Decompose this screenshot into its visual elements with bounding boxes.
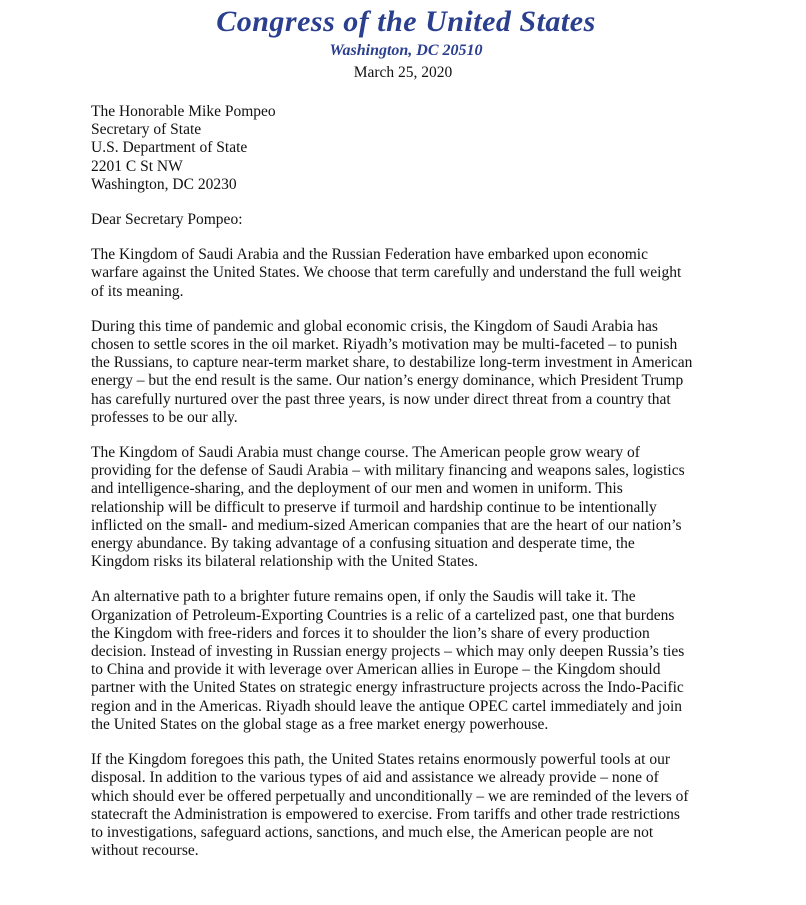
address-line: Secretary of State bbox=[91, 121, 202, 139]
address-line: Washington, DC 20230 bbox=[91, 175, 237, 193]
paragraph-line: and intelligence-sharing, and the deployment of our men and women in uniform. This bbox=[91, 480, 623, 498]
paragraph bbox=[91, 246, 731, 301]
paragraph-line: has carefully nurtured over the past three years, is now under direct threat from a country that bbox=[91, 390, 671, 408]
paragraph-line: The Kingdom of Saudi Arabia must change course. The American people grow weary of bbox=[91, 444, 640, 462]
letterhead-city: Washington, DC 20510 bbox=[329, 42, 483, 59]
paragraph-line: During this time of pandemic and global economic crisis, the Kingdom of Saudi Arabia has bbox=[91, 317, 658, 335]
paragraph-line: An alternative path to a brighter future remains open, if only the Saudis will take it. The bbox=[91, 588, 636, 606]
paragraph-line: disposal. In addition to the various types of aid and assistance we already provide – none of bbox=[91, 769, 659, 787]
paragraph-line: decision. Instead of investing in Russian energy projects – which may only deepen Russia’s ties bbox=[91, 643, 685, 661]
paragraph-line: energy – but the end result is the same. Our nation’s energy dominance, which President Trump bbox=[91, 372, 684, 390]
paragraph-line: The Kingdom of Saudi Arabia and the Russian Federation have embarked upon economic bbox=[91, 246, 648, 264]
letter-body bbox=[91, 103, 731, 860]
paragraph-line: chosen to settle scores in the oil market. Riyadh’s motivation may be multi-faceted – to punish bbox=[91, 336, 678, 354]
paragraph bbox=[91, 588, 731, 734]
paragraph-line: without recourse. bbox=[91, 842, 199, 860]
address-line: U.S. Department of State bbox=[91, 139, 248, 157]
paragraph-line: relationship will be difficult to preserve if turmoil and hardship continue to be intentionally bbox=[91, 498, 657, 516]
paragraph-line: statecraft the Administration is empowered to exercise. From tariffs and other trade restrictions bbox=[91, 805, 680, 823]
paragraph-line: the Russians, to capture near-term market share, to destabilize long-term investment in American bbox=[91, 354, 693, 372]
address-line: 2201 C St NW bbox=[91, 157, 183, 175]
paragraph-line: warfare against the United States. We choose that term carefully and understand the full weight bbox=[91, 264, 682, 282]
paragraph-line: of its meaning. bbox=[91, 282, 184, 300]
address-line: The Honorable Mike Pompeo bbox=[91, 103, 276, 120]
paragraph bbox=[91, 318, 731, 427]
paragraph-line: energy abundance. By taking advantage of a confusing situation and desperate time, the bbox=[91, 535, 635, 553]
letterhead bbox=[0, 4, 806, 83]
paragraph-line: professes to be our ally. bbox=[91, 408, 238, 426]
paragraph bbox=[91, 444, 731, 571]
paragraph-line: the Kingdom with free-riders and forces it to shoulder the lion’s share of every production bbox=[91, 624, 650, 642]
paragraph-line: to investigations, safeguard actions, sanctions, and much else, the American people are not bbox=[91, 823, 654, 841]
letter-date: March 25, 2020 bbox=[353, 64, 453, 81]
recipient-address bbox=[91, 103, 731, 194]
paragraph-line: Organization of Petroleum-Exporting Countries is a relic of a cartelized past, one that burdens bbox=[91, 606, 675, 624]
paragraph-line: the United States on the global stage as a free market energy powerhouse. bbox=[91, 715, 549, 733]
paragraph-line: inflicted on the small- and medium-sized American companies that are the heart of our nation’s bbox=[91, 516, 682, 534]
salutation: Dear Secretary Pompeo: bbox=[91, 211, 243, 229]
paragraph-line: providing for the defense of Saudi Arabia – with military financing and weapons sales, logistics bbox=[91, 462, 685, 480]
paragraph-line: to China and provide it with leverage over American allies in Europe – the Kingdom should bbox=[91, 661, 661, 679]
paragraph-line: Kingdom risks its bilateral relationship with the United States. bbox=[91, 553, 479, 571]
paragraph-line: If the Kingdom foregoes this path, the United States retains enormously powerful tools at our bbox=[91, 751, 670, 769]
paragraph-line: which should ever be offered perpetually and unconditionally – we are reminded of the levers of bbox=[91, 787, 689, 805]
letterhead-title: Congress of the United States bbox=[216, 5, 596, 38]
paragraph bbox=[91, 751, 731, 860]
paragraph-line: region and in the Americas. Riyadh should leave the antique OPEC cartel immediately and join bbox=[91, 697, 682, 715]
paragraph-line: partner with the United States on strategic energy infrastructure projects across the Indo-Pacific bbox=[91, 679, 684, 697]
